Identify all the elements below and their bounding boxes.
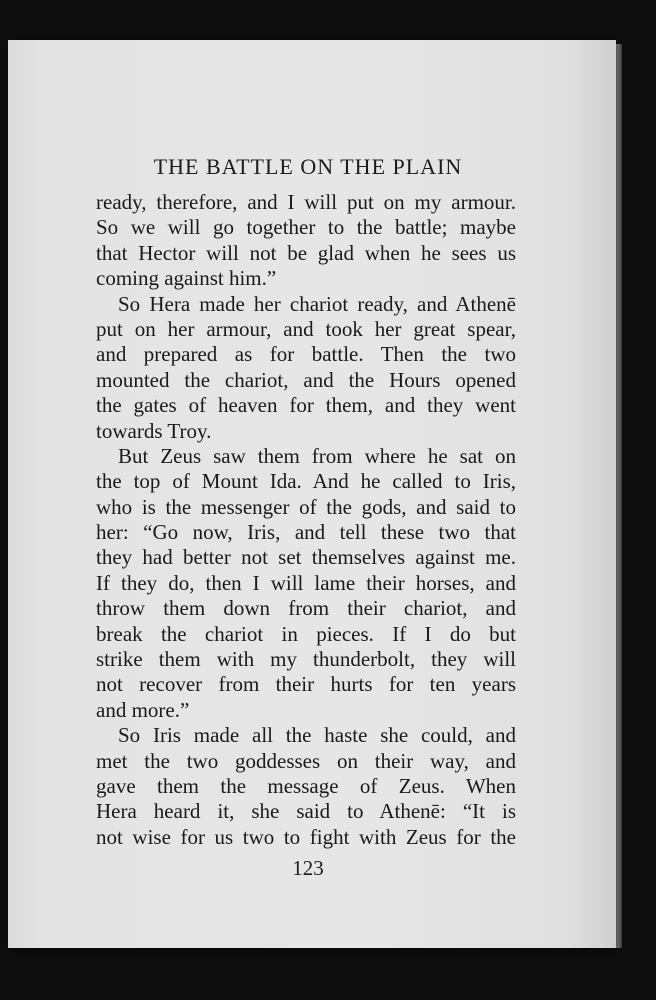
text-line: ready, therefore, and I will put on my armour. <box>96 190 516 214</box>
text-line: Hera heard it, she said to Athenē: “It is <box>96 799 516 824</box>
text-line: throw them down from their chariot, and <box>96 596 516 621</box>
text-line: mounted the chariot, and the Hours opened <box>96 367 516 392</box>
text-line: not recover from their hurts for ten years <box>96 672 516 697</box>
running-title: THE BATTLE ON THE PLAIN <box>153 154 463 179</box>
text-line: they had better not set themselves against me. <box>96 545 516 570</box>
text-line: But Zeus saw them from where he sat on <box>118 443 516 468</box>
text-line: gave them the message of Zeus. When <box>96 773 516 798</box>
text-line: coming against him.” <box>96 266 277 291</box>
text-line: So Iris made all the haste she could, and <box>118 723 516 748</box>
text-line: towards Troy. <box>96 418 212 443</box>
text-line: If they do, then I will lame their horses, and <box>96 570 516 595</box>
text-line: strike them with my thunderbolt, they will <box>96 647 516 672</box>
body-text <box>96 190 516 850</box>
text-line: not wise for us two to fight with Zeus for the <box>96 824 516 849</box>
text-line: her: “Go now, Iris, and tell these two that <box>96 520 516 545</box>
text-line: So we will go together to the battle; maybe <box>96 215 516 240</box>
text-line: So Hera made her chariot ready, and Athenē <box>118 291 516 316</box>
text-line: that Hector will not be glad when he sees us <box>96 240 516 265</box>
book-page <box>8 40 616 948</box>
text-line: met the two goddesses on their way, and <box>96 748 516 773</box>
text-line: and prepared as for battle. Then the two <box>96 342 516 367</box>
text-line: and more.” <box>96 697 190 722</box>
page-number: 123 <box>292 856 324 880</box>
text-line: put on her armour, and took her great spear, <box>96 316 516 341</box>
text-line: who is the messenger of the gods, and said to <box>96 494 516 519</box>
text-line: the gates of heaven for them, and they went <box>96 393 516 418</box>
text-line: break the chariot in pieces. If I do but <box>96 621 516 646</box>
text-line: the top of Mount Ida. And he called to Iris, <box>96 469 516 494</box>
